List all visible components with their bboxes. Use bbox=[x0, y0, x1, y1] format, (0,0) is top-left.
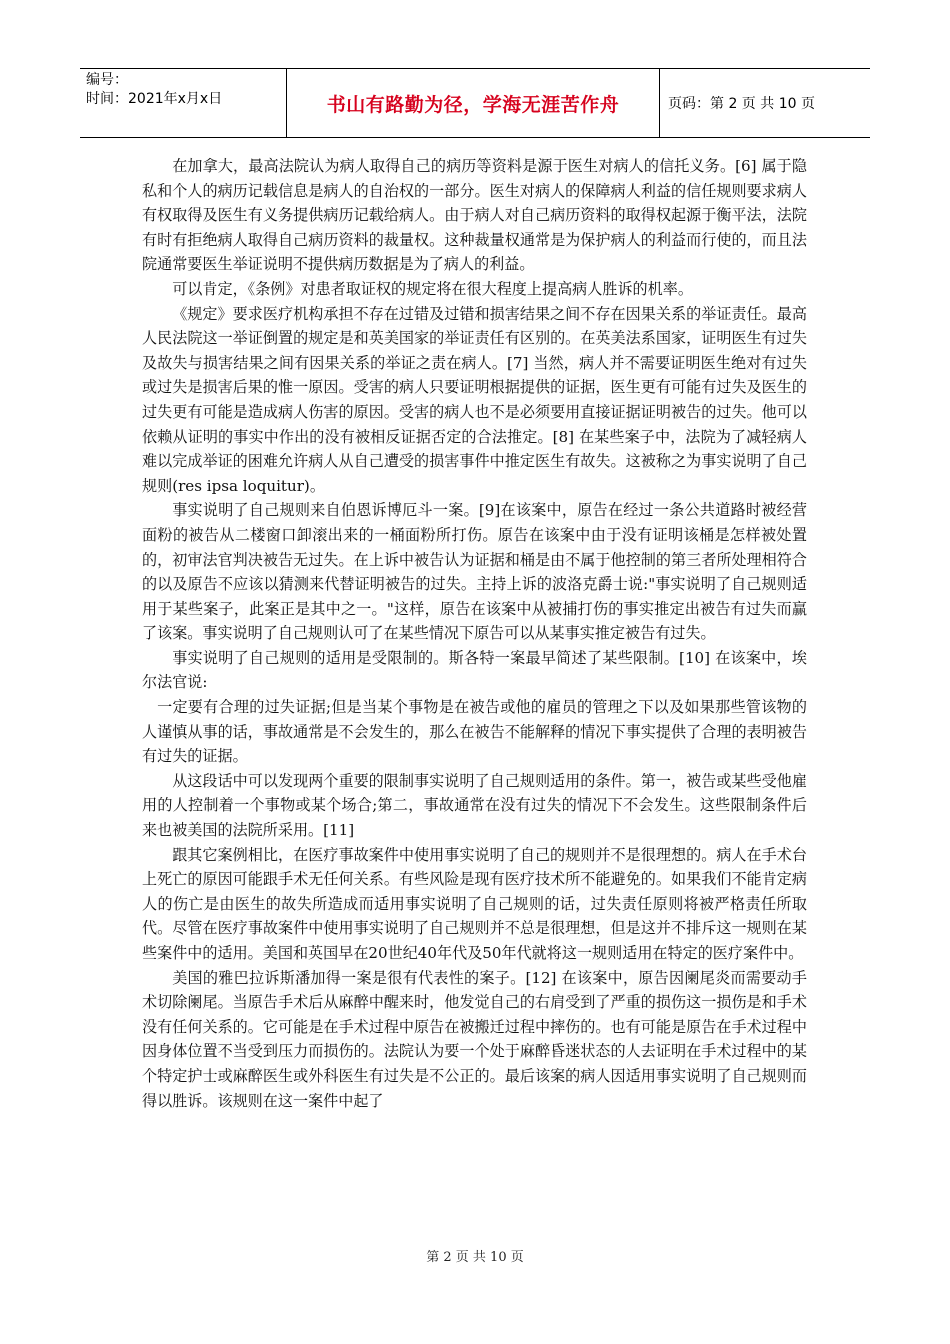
header-page-info: 页码：第 2 页 共 10 页 bbox=[668, 96, 815, 112]
page-footer: 第 2 页 共 10 页 bbox=[426, 1250, 524, 1265]
document-body bbox=[142, 154, 807, 1113]
paragraph: 《规定》要求医疗机构承担不存在过错及过错和损害结果之间不存在因果关系的举证责任。最高人民法院这一举证倒置的规定是和英美国家的举证责任有区别的。在英美法系国家，证明医生有过失及故失与损害结果之间有因果关系的举证之责在病人。[7] 当然，病人并不需要证明医生绝对有过失或过失是损害后果的惟一原因。受害的病人只要证明根据提供的证据，医生更有可能有过失及医生的过失更有可能是造成病人伤害的原因。受害的病人也不是必须要用直接证据证明被告的过失。他可以依赖从证明的事实中作出的没有被相反证据否定的合法推定。[8] 在某些案子中，法院为了减轻病人难以完成举证的困难允许病人从自己遭受的损害事件中推定医生有故失。这被称之为事实说明了自己规则(res ipsa loquitur)。 bbox=[142, 304, 807, 495]
paragraph: 美国的雅巴拉诉斯潘加得一案是很有代表性的案子。[12] 在该案中，原告因阑尾炎而需要动手术切除阑尾。当原告手术后从麻醉中醒来时，他发觉自己的右肩受到了严重的损伤这一损伤是和手术没有任何关系的。它可能是在手术过程中原告在被搬迁过程中摔伤的。也有可能是原告在手术过程中因身体位置不当受到压力而损伤的。法院认为要一个处于麻醉昏迷状态的人去证明在手术过程中的某个特定护士或麻醉医生或外科医生有过失是不公正的。最后该案的病人因适用事实说明了自己规则而得以胜诉。该规则在这一案件中起了 bbox=[142, 968, 807, 1110]
quoted-paragraph: 一定要有合理的过失证据;但是当某个事物是在被告或他的雇员的管理之下以及如果那些管该物的人谨慎从事的话，事故通常是不会发生的，那么在被告不能解释的情况下事实提供了合理的表明被告有过失的证据。 bbox=[142, 698, 807, 766]
paragraph: 可以肯定，《条例》对患者取证权的规定将在很大程度上提高病人胜诉的机率。 bbox=[172, 279, 693, 298]
paragraph: 事实说明了自己规则的适用是受限制的。斯各特一案最早简述了某些限制。[10] 在该案中，埃尔法官说: bbox=[142, 648, 807, 692]
serial-label: 编号： bbox=[86, 72, 128, 88]
header-motto: 书山有路勤为径，学海无涯苦作舟 bbox=[286, 69, 660, 137]
page-header bbox=[80, 68, 870, 138]
paragraph: 事实说明了自己规则来自伯恩诉博厄斗一案。[9]在该案中，原告在经过一条公共道路时被经营面粉的被告从二楼窗口卸滚出来的一桶面粉所打伤。原告在该案中由于没有证明该桶是怎样被处置的，初审法官判决被告无过失。在上诉中被告认为证据和桶是由不属于他控制的第三者所处理相符合的以及原告不应该以猜测来代替证明被告的过失。主持上诉的波洛克爵士说:"事实说明了自己规则适用于某些案子，此案正是其中之一。"这样，原告在该案中从被捕打伤的事实推定出被告有过失而赢了该案。事实说明了自己规则认可了在某些情况下原告可以从某事实推定被告有过失。 bbox=[142, 501, 807, 643]
paragraph: 在加拿大，最高法院认为病人取得自己的病历等资料是源于医生对病人的信托义务。[6] 属于隐私和个人的病历记载信息是病人的自治权的一部分。医生对病人的保障病人利益的信任规则要求病人有权取得及医生有义务提供病历记载给病人。由于病人对自己病历资料的取得权起源于衡平法，法院有时有拒绝病人取得自己病历资料的裁量权。这种裁量权通常是为保护病人的利益而行使的，而且法院通常要医生举证说明不提供病历数据是为了病人的利益。 bbox=[142, 157, 807, 274]
paragraph: 跟其它案例相比，在医疗事故案件中使用事实说明了自己的规则并不是很理想的。病人在手术台上死亡的原因可能跟手术无任何关系。有些风险是现有医疗技术所不能避免的。如果我们不能肯定病人的伤亡是由医生的故失所造成而适用事实说明了自己规则的话，过失责任原则将被严格责任所取代。尽管在医疗事故案件中使用事实说明了自己规则并不总是很理想，但是这并不排斥这一规则在某些案件中的适用。美国和英国早在20世纪40年代及50年代就将这一规则适用在特定的医疗案件中。 bbox=[142, 845, 807, 962]
date-label: 时间：2021年x月x日 bbox=[86, 91, 223, 107]
header-meta bbox=[80, 69, 286, 137]
paragraph: 从这段话中可以发现两个重要的限制事实说明了自己规则适用的条件。第一，被告或某些受他雇用的人控制着一个事物或某个场合;第二，事故通常在没有过失的情况下不会发生。这些限制条件后来也被美国的法院所采用。[11] bbox=[142, 771, 807, 840]
